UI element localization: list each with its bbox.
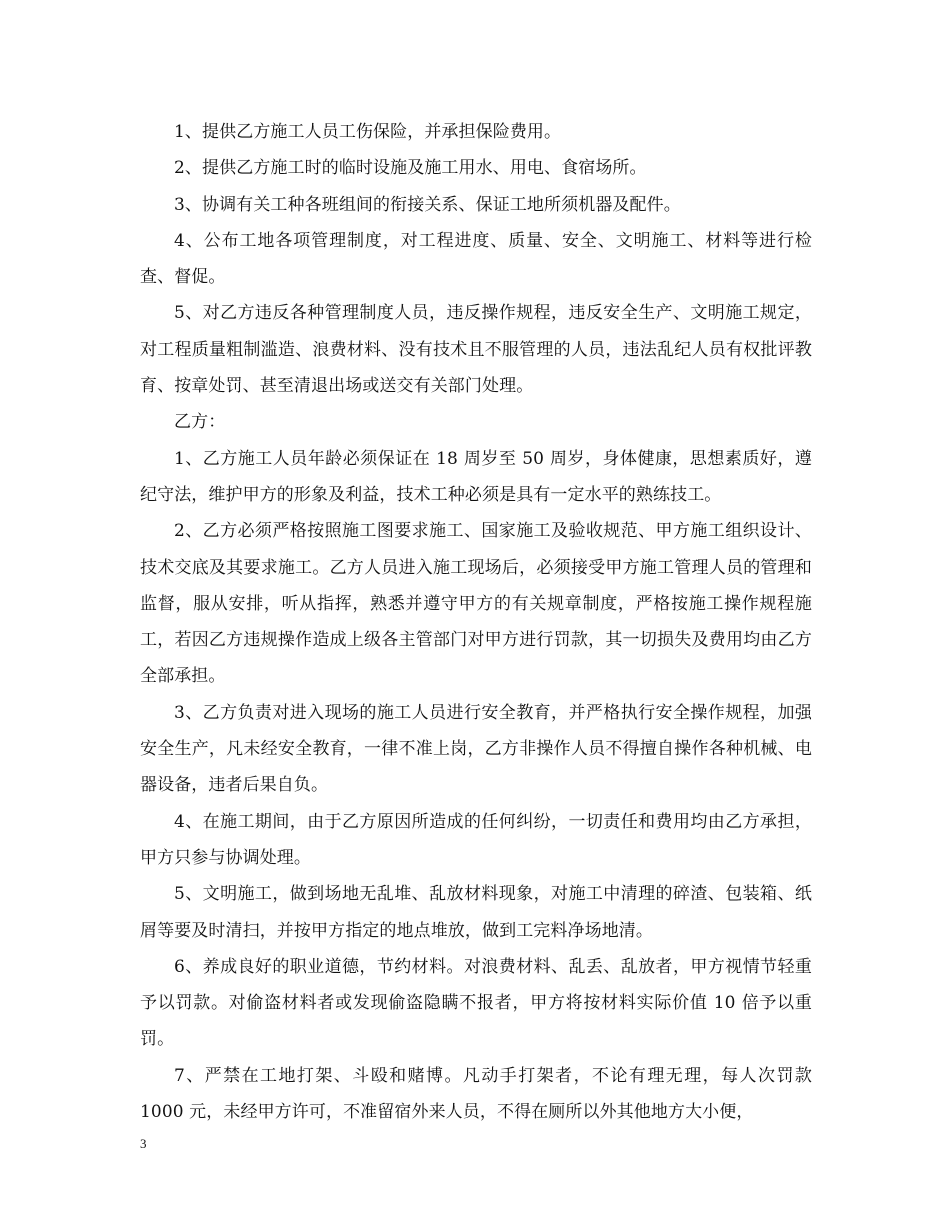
paragraph-party-b-item-2: 2、乙方必须严格按照施工图要求施工、国家施工及验收规范、甲方施工组织设计、技术交底及其要求施工。乙方人员进入施工现场后，必须接受甲方施工管理人员的管理和监督，服从安排，听从指挥，熟悉并遵守甲方的有关规章制度，严格按施工操作规程施工，若因乙方违规操作造成上级各主管部门对甲方进行罚款，其一切损失及费用均由乙方全部承担。 <box>140 521 812 687</box>
section-heading-party-b: 乙方： <box>174 412 226 433</box>
paragraph-party-b-item-5: 5、文明施工，做到场地无乱堆、乱放材料现象，对施工中清理的碎渣、包装箱、纸屑等要及时清扫，并按甲方指定的地点堆放，做到工完料净场地清。 <box>140 884 812 941</box>
paragraph-party-b-item-7: 7、严禁在工地打架、斗殴和赌博。凡动手打架者，不论有理无理，每人次罚款 1000 元，未经甲方许可，不准留宿外来人员，不得在厕所以外其他地方大小便， <box>140 1065 812 1123</box>
paragraph-party-b-item-6: 6、养成良好的职业道德，节约材料。对浪费材料、乱丢、乱放者，甲方视情节轻重予以罚款。对偷盗材料者或发现偷盗隐瞒不报者，甲方将按材料实际价值 10 倍予以重罚。 <box>140 956 812 1050</box>
paragraph-party-b-item-4: 4、在施工期间，由于乙方原因所造成的任何纠纷，一切责任和费用均由乙方承担，甲方只参与协调处理。 <box>140 811 812 868</box>
paragraph-party-a-item-2: 2、提供乙方施工时的临时设施及施工用水、用电、食宿场所。 <box>174 158 647 179</box>
page-number: 3 <box>140 1136 147 1151</box>
paragraph-party-a-item-3: 3、协调有关工种各班组间的衔接关系、保证工地所须机器及配件。 <box>174 194 681 215</box>
document-body <box>140 114 812 1130</box>
paragraph-party-a-item-1: 1、提供乙方施工人员工伤保险，并承担保险费用。 <box>174 122 562 142</box>
paragraph-party-a-item-5: 5、对乙方违反各种管理制度人员，违反操作规程，违反安全生产、文明施工规定，对工程质量粗制滥造、浪费材料、没有技术且不服管理的人员，违法乱纪人员有权批评教育、按章处罚、甚至清退出场或送交有关部门处理。 <box>140 303 812 397</box>
paragraph-party-a-item-4: 4、公布工地各项管理制度，对工程进度、质量、安全、文明施工、材料等进行检查、督促。 <box>140 230 812 288</box>
paragraph-party-b-item-3: 3、乙方负责对进入现场的施工人员进行安全教育，并严格执行安全操作规程，加强安全生产，凡未经安全教育，一律不准上岗，乙方非操作人员不得擅自操作各种机械、电器设备，违者后果自负。 <box>140 702 812 796</box>
paragraph-party-b-item-1: 1、乙方施工人员年龄必须保证在 18 周岁至 50 周岁，身体健康，思想素质好，遵纪守法，维护甲方的形象及利益，技术工种必须是具有一定水平的熟练技工。 <box>140 448 812 505</box>
